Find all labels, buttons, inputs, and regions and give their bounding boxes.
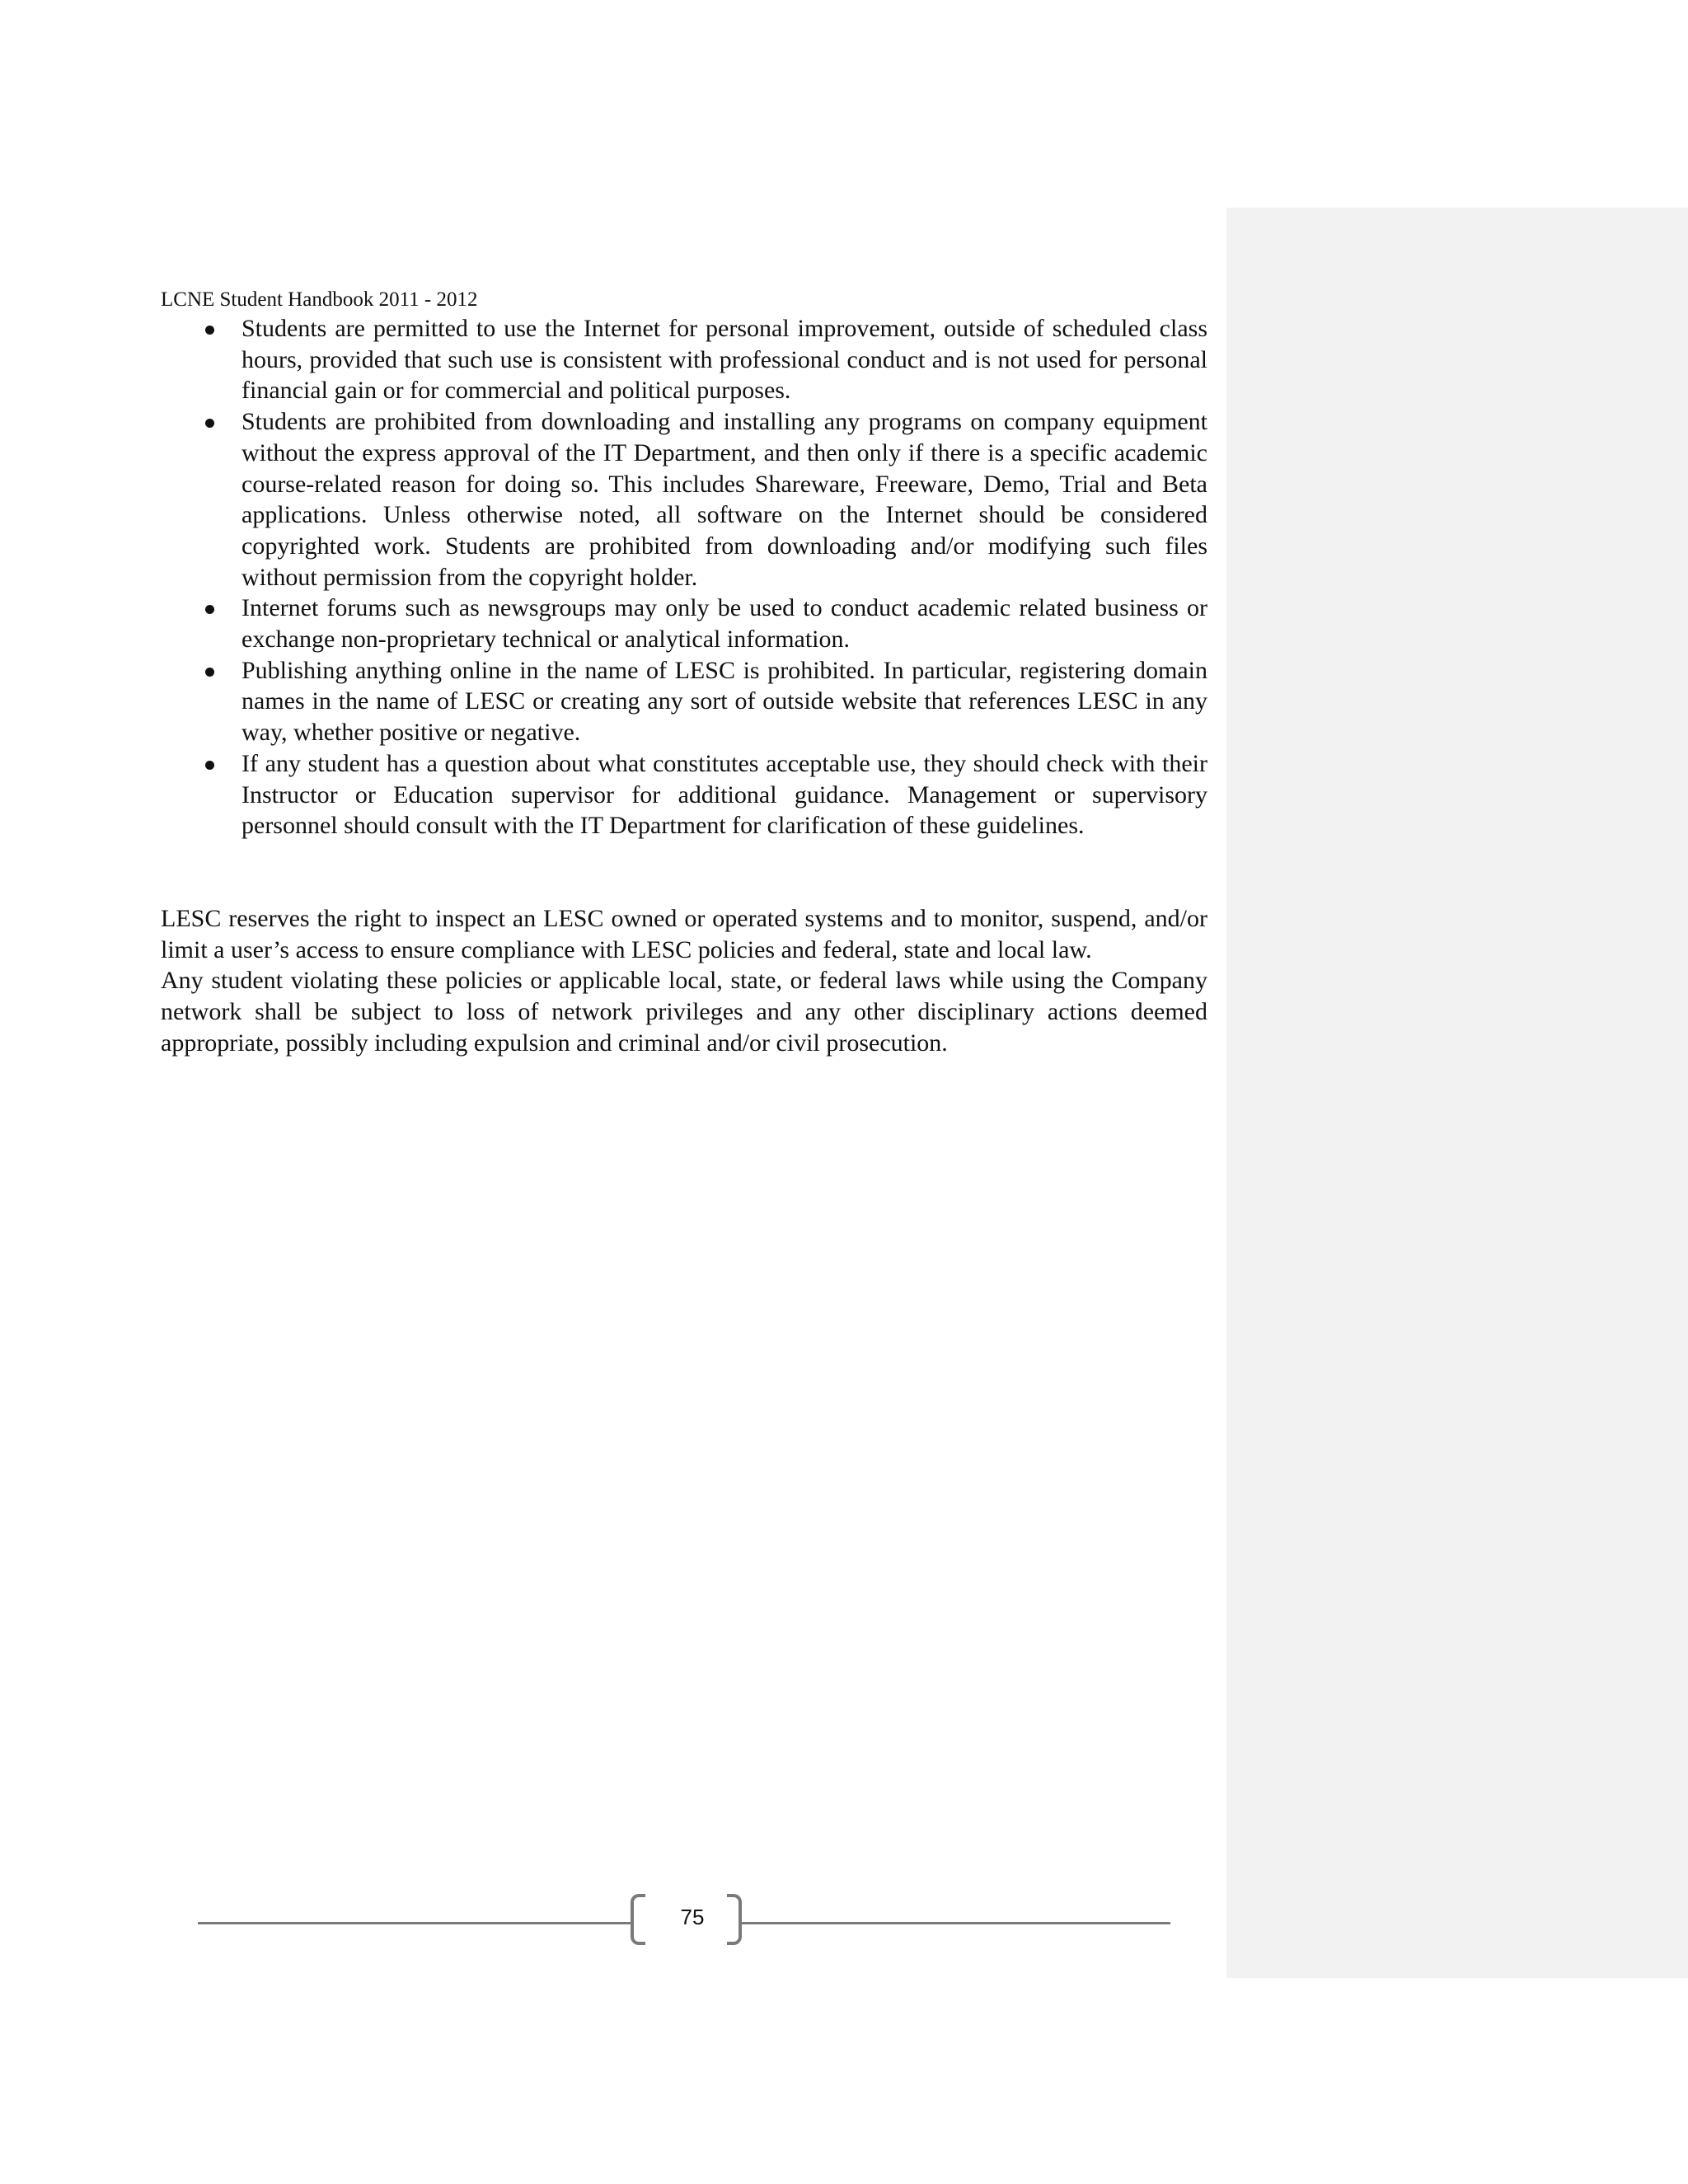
bullet-icon	[205, 605, 214, 614]
list-item	[161, 406, 1207, 593]
list-item-text: Internet forums such as newsgroups may only be used to conduct academic related business or exchange non-proprietary technical or analytical information.	[241, 594, 1207, 654]
list-item	[161, 313, 1207, 406]
bullet-icon	[205, 326, 214, 335]
footer-rule-left	[198, 1922, 631, 1924]
violation-consequences-paragraph: Any student violating these policies or applicable local, state, or federal laws while using the Company network shall be subject to loss of network privileges and any other disciplinary actions deemed appropriate, possibly including expulsion and criminal and/or civil prosecution.	[161, 967, 1207, 1057]
page-number: 75	[680, 1905, 705, 1929]
page-body	[161, 287, 1207, 1058]
list-item	[161, 655, 1207, 748]
list-item-text: Publishing anything online in the name of LESC is prohibited. In particular, registering domain names in the name of LESC or creating any sort of outside website that references LESC in any way, whether positive or negative.	[241, 656, 1207, 747]
policy-bullet-list	[161, 313, 1207, 841]
bullet-icon	[205, 668, 214, 677]
footer-rule-right	[742, 1922, 1170, 1924]
section-spacer	[161, 841, 1207, 903]
list-item-text: Students are permitted to use the Internet for personal improvement, outside of scheduled class hours, provided that such use is consistent with professional conduct and is not used for personal financial gain or for commercial and political purposes.	[241, 315, 1207, 405]
list-item	[161, 593, 1207, 654]
left-bracket-icon	[631, 1894, 645, 1945]
list-item	[161, 748, 1207, 841]
bullet-icon	[205, 761, 214, 770]
comment-margin-pane	[1226, 208, 1688, 1978]
list-item-text: If any student has a question about what constitutes acceptable use, they should check with their Instructor or Education supervisor for additional guidance. Management or supervisory personnel should consult with the IT Department for clarification of these guidelines.	[241, 749, 1207, 840]
running-header: LCNE Student Handbook 2011 - 2012	[161, 288, 478, 311]
bullet-icon	[205, 419, 214, 428]
page-footer	[198, 1894, 1170, 1948]
list-item-text: Students are prohibited from downloading and installing any programs on company equipment without the express approval of the IT Department, and then only if there is a specific academic course-related reason for doing so. This includes Shareware, Freeware, Demo, Trial and Beta applications. Unless otherwise noted, all software on the Internet should be considered copyrighted work. Students are prohibited from downloading and/or modifying such files without permission from the copyright holder.	[241, 408, 1207, 591]
inspection-rights-paragraph: LESC reserves the right to inspect an LESC owned or operated systems and to monitor, suspend, and/or limit a user’s access to ensure compliance with LESC policies and federal, state and local law.	[161, 904, 1207, 963]
right-bracket-icon	[727, 1894, 742, 1945]
